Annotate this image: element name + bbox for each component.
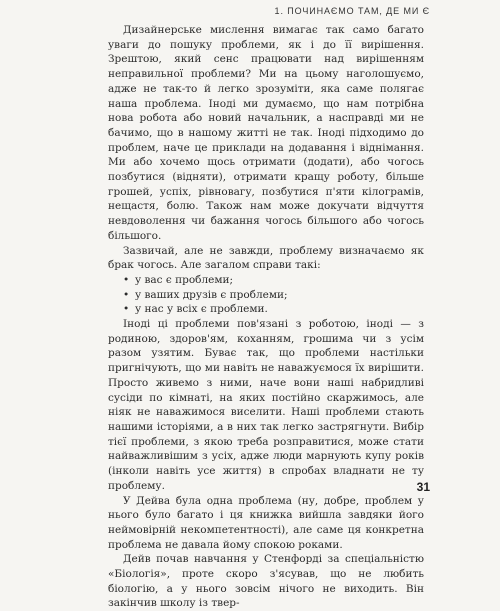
paragraph: У Дейва була одна проблема (ну, добре, проблем у нього було багато і ця книжка вийшла завдяки його неймовірній некомпетентності), але саме ця конкретна проблема не давала йому спокою роками. — [108, 494, 424, 551]
paragraph: Іноді ці проблеми пов'язані з роботою, іноді — з родиною, здоров'ям, коханням, грошима чи з усім разом узятим. Буває так, що проблеми настільки пригнічують, що ми навіть не наважуємося їх вирішити. Просто живемо з ними, наче вони наші набридливі сусіди по кімнаті, на яких постійно скаржимось, але ніяк не наважимося виселити. Наші проблеми стають нашими історіями, а в них так легко застрягнути. Вибір тієї проблеми, з якою треба розправитися, може стати найважливішим з усіх, адже люди марнують купу років (інколи навіть усе життя) в спробах владнати не ту проблему. — [108, 318, 424, 492]
body-text — [108, 23, 424, 611]
page-number: 31 — [416, 480, 430, 494]
running-header: 1. ПОЧИНАЄМО ТАМ, ДЕ МИ Є — [274, 6, 430, 16]
paragraph: Дейв почав навчання у Стенфорді за спеціальністю «Біологія», проте скоро з'ясував, що не любить біологію, а у нього зовсім нічого не виходить. Він закінчив школу із твер- — [108, 553, 424, 610]
bullet-list — [108, 273, 424, 317]
paragraph: Зазвичай, але не завжди, проблему визначаємо як брак чогось. Але загалом справи такі: — [108, 244, 424, 272]
bullet-item: • у вас є проблеми; — [123, 273, 424, 288]
paragraph: Дизайнерське мислення вимагає так само багато уваги до пошуку проблеми, як і до її вирішення. Зрештою, який сенс працювати над вирішенням неправильної проблеми? Ми на цьому наголошуємо, адже не так-то й легко зрозуміти, яка саме полягає наша проблема. Іноді ми думаємо, що нам потрібна нова робота або новий начальник, а насправді ми не бачимо, що в нашому житті не так. Іноді підходимо до проблем, наче це приклади на додавання і віднімання. Ми або хочемо щось отримати (додати), або чогось позбутися (відняти), отримати кращу роботу, більше грошей, успіх, рівновагу, позбутися п'яти кілограмів, нещастя, болю. Також нам може докучати відчуття невдоволення чи бажання чогось більшого або чогось більшого. — [108, 24, 424, 242]
bullet-item: • у нас у всіх є проблеми. — [123, 302, 424, 317]
bullet-item: • у ваших друзів є проблеми; — [123, 288, 424, 303]
